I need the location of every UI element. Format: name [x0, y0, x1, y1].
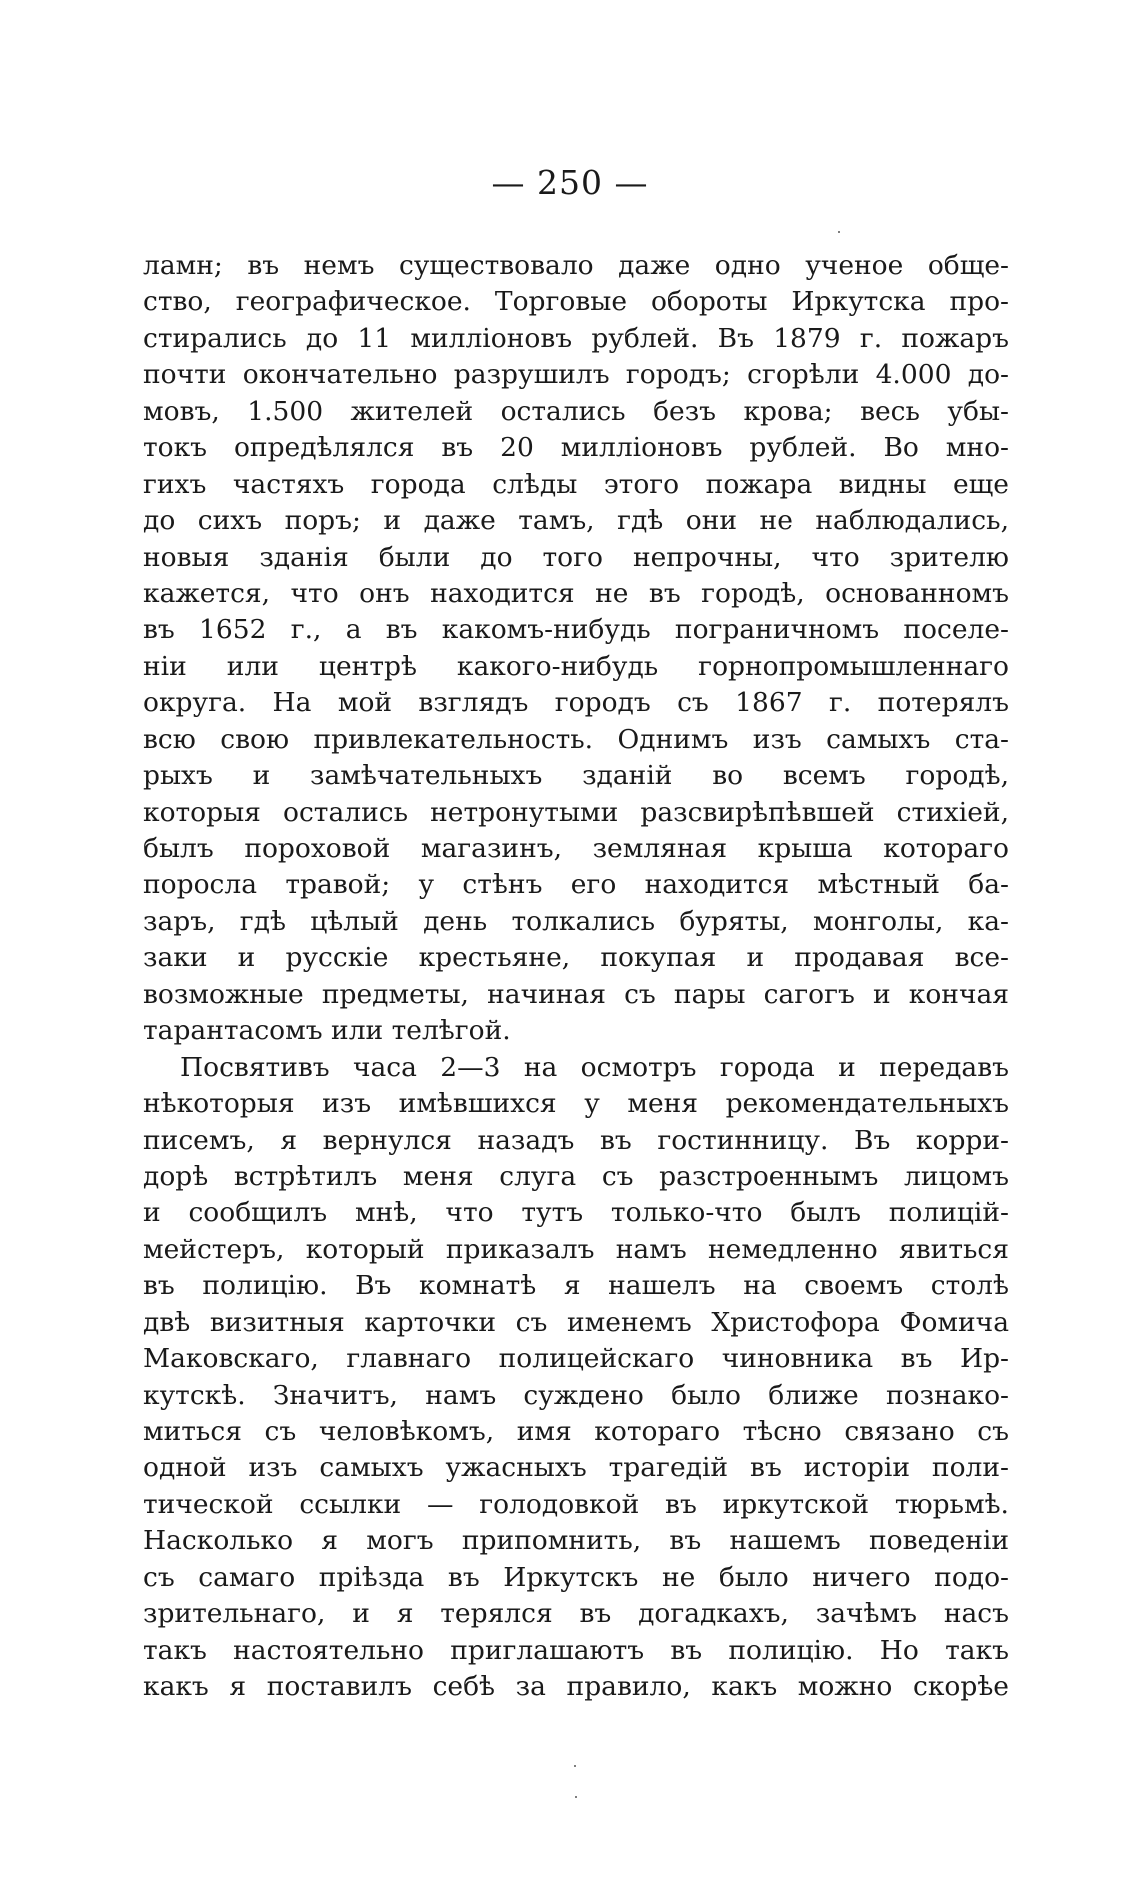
text-line: всю свою привлекательность. Однимъ изъ самыхъ ста- — [143, 723, 1009, 755]
text-line: съ самаго пріѣзда въ Иркутскъ не было ничего подо- — [143, 1561, 1009, 1593]
text-line: рыхъ и замѣчательныхъ зданій во всемъ городѣ, — [143, 760, 1009, 792]
text-line: округа. На мой взглядъ городъ съ 1867 г. потерялъ — [143, 687, 1009, 719]
paragraph-1 — [143, 248, 1009, 1050]
paper-speck — [575, 1796, 577, 1798]
text-line: дорѣ встрѣтилъ меня слуга съ разстроеннымъ лицомъ — [143, 1160, 1009, 1192]
text-line: новыя зданія были до того непрочны, что зрителю — [143, 541, 1009, 573]
text-line: которыя остались нетронутыми разсвирѣпѣвшей стихіей, — [143, 796, 1009, 828]
text-line: ство, географическое. Торговые обороты Иркутска про- — [143, 286, 1009, 318]
text-line: токъ опредѣлялся въ 20 милліоновъ рублей. Во мно- — [143, 432, 1009, 464]
text-line: мовъ, 1.500 жителей остались безъ крова; весь убы- — [143, 395, 1009, 427]
text-line: нѣкоторыя изъ имѣвшихся у меня рекомендательныхъ — [143, 1088, 1009, 1120]
text-line: Посвятивъ часа 2—3 на осмотръ города и передавъ — [180, 1051, 1009, 1083]
text-line: былъ пороховой магазинъ, земляная крыша котораго — [143, 833, 1009, 864]
body-text — [143, 248, 1009, 1706]
text-line: заки и русскіе крестьяне, покупая и продавая все- — [143, 942, 1009, 974]
text-line: тарантасомъ или телѣгой. — [143, 1015, 511, 1047]
text-line: поросла травой; у стѣнъ его находится мѣстный ба- — [143, 869, 1009, 901]
paper-speck — [838, 231, 840, 233]
text-line: какъ я поставилъ себѣ за правило, какъ можно скорѣе — [143, 1671, 1009, 1703]
text-line: Маковскаго, главнаго полицейскаго чиновника въ Ир- — [143, 1343, 1009, 1375]
text-line: тической ссылки — голодовкой въ иркутской тюрьмѣ. — [143, 1488, 1009, 1520]
text-line: миться съ человѣкомъ, имя котораго тѣсно связано съ — [143, 1416, 1009, 1447]
text-line: зрительнаго, и я терялся въ догадкахъ, зачѣмъ насъ — [143, 1598, 1009, 1630]
text-line: заръ, гдѣ цѣлый день толкались буряты, монголы, ка- — [143, 905, 1009, 937]
text-line: возможные предметы, начиная съ пары сагогъ и кончая — [143, 978, 1009, 1010]
text-line: мейстеръ, который приказалъ намъ немедленно явиться — [143, 1233, 1009, 1265]
text-line: въ 1652 г., а въ какомъ-нибудь пограничномъ поселе- — [143, 614, 1009, 646]
text-line: Насколько я могъ припомнить, въ нашемъ поведеніи — [143, 1525, 1009, 1557]
text-line: ніи или центрѣ какого-нибудь горнопромышленнаго — [143, 650, 1009, 682]
text-line: двѣ визитныя карточки съ именемъ Христофора Фомича — [143, 1306, 1009, 1338]
text-line: гихъ частяхъ города слѣды этого пожара видны еще — [143, 468, 1009, 500]
paragraph-2 — [143, 1050, 1009, 1706]
text-line: стирались до 11 милліоновъ рублей. Въ 1879 г. пожаръ — [143, 322, 1009, 354]
text-line: ламн; въ немъ существовало даже одно ученое обще- — [143, 250, 1009, 281]
text-line: писемъ, я вернулся назадъ въ гостинницу. Въ корри- — [143, 1124, 1009, 1156]
text-line: въ полицію. Въ комнатѣ я нашелъ на своемъ столѣ — [143, 1270, 1009, 1302]
page-number: — 250 — — [491, 163, 649, 202]
text-line: одной изъ самыхъ ужасныхъ трагедій въ исторіи поли- — [143, 1452, 1009, 1484]
text-line: такъ настоятельно приглашаютъ въ полицію. Но такъ — [143, 1634, 1009, 1666]
text-line: до сихъ поръ; и даже тамъ, гдѣ они не наблюдались, — [143, 505, 1009, 537]
paper-speck — [574, 1765, 576, 1767]
text-line: и сообщилъ мнѣ, что тутъ только-что былъ полицій- — [143, 1197, 1009, 1229]
text-line: кутскѣ. Значитъ, намъ суждено было ближе познако- — [143, 1379, 1009, 1411]
text-line: кажется, что онъ находится не въ городѣ, основанномъ — [143, 577, 1009, 609]
text-line: почти окончательно разрушилъ городъ; сгорѣли 4.000 до- — [143, 359, 1009, 391]
